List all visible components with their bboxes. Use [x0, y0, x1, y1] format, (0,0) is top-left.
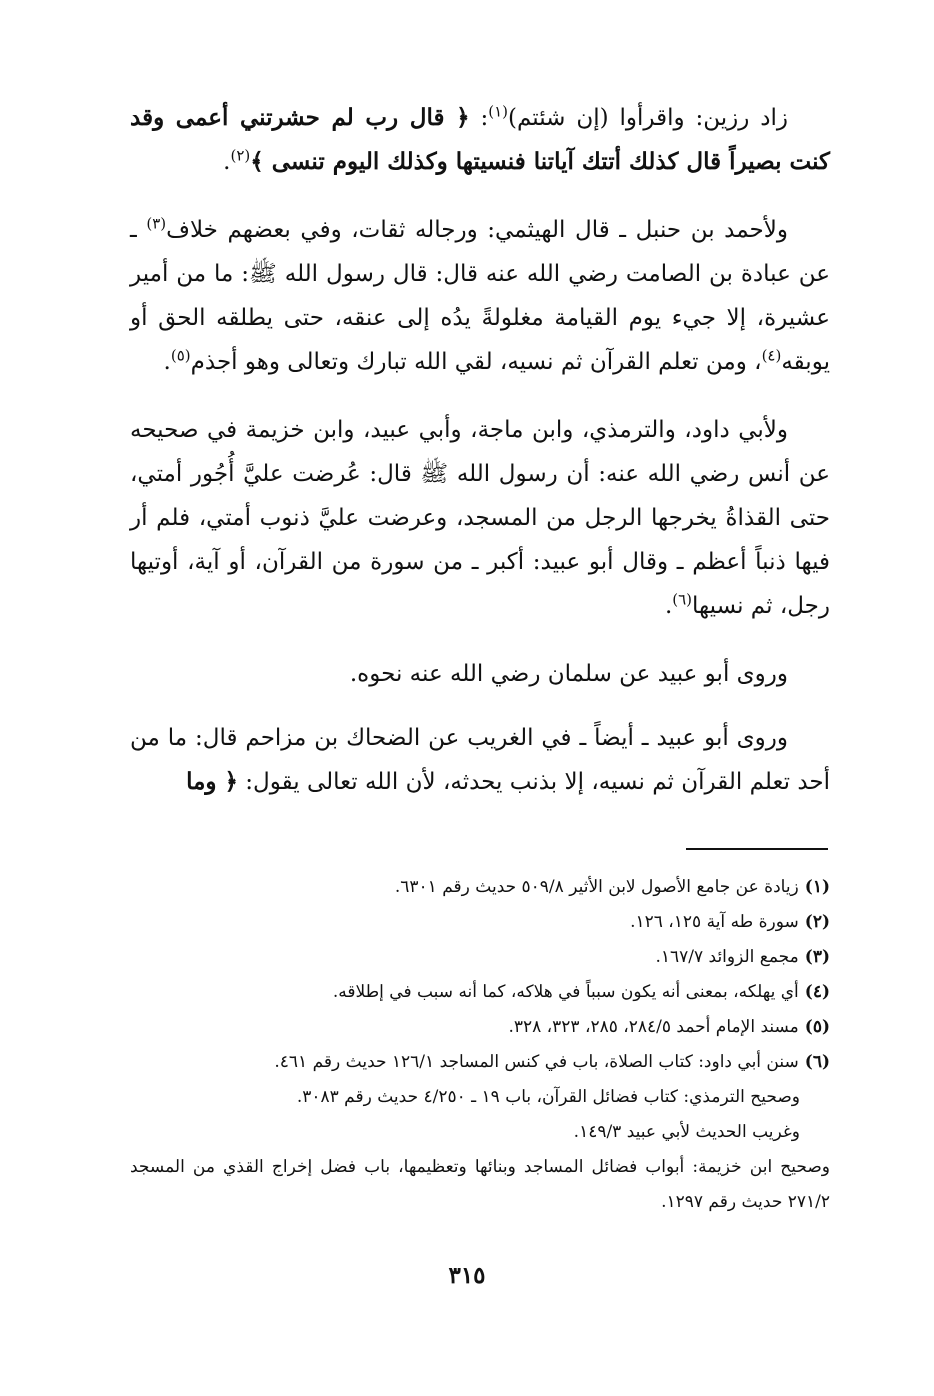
footnote-number: (٥)	[804, 1017, 830, 1037]
paragraph-5-text: وروى أبو عبيد ـ أيضاً ـ في الغريب عن الضحاك بن مزاحم قال: ما من أحد تعلم القرآن ثم نسيه، إلا بذنب يحدثه، لأن الله تعالى يقول:	[130, 725, 830, 795]
footnote-separator	[686, 848, 828, 850]
paragraph-3-end: .	[664, 593, 673, 619]
footnote-text: مجمع الزوائد ١٦٧/٧.	[655, 947, 799, 967]
footnote-2	[130, 905, 830, 940]
paragraph-1	[130, 96, 830, 184]
footnote-text: أي يهلكه، بمعنى أنه يكون سبباً في هلاكه، كما أنه سبب في إطلاقه.	[332, 982, 799, 1002]
footnote-ref-3[interactable]: (٣)	[146, 214, 167, 233]
paragraph-3-text: ولأبي داود، والترمذي، وابن ماجة، وأبي عبيد، وابن خزيمة في صحيحه عن أنس رضي الله عنه: أن رسول الله ﷺ قال: عُرضت عليَّ أُجُور أمتي، حتى القذاةُ يخرجها الرجل من المسجد، وعرضت عليَّ ذنوب أمتي، فلم أر فيها ذنباً أعظم ـ وقال أبو عبيد: أكبر ـ من سورة من القرآن، أو آية، أوتيها رجل، ثم نسيها	[130, 417, 830, 619]
footnote-number: (٦)	[804, 1052, 830, 1072]
footnote-5	[130, 1010, 830, 1045]
paragraph-4-text: وروى أبو عبيد عن سلمان رضي الله عنه نحوه.	[349, 661, 788, 687]
footnote-ref-1[interactable]: (١)	[488, 102, 508, 121]
footnote-6	[130, 1045, 830, 1080]
footnote-ref-6[interactable]: (٦)	[672, 590, 693, 609]
paragraph-2	[130, 208, 830, 384]
main-text	[130, 96, 830, 828]
paragraph-3	[130, 408, 830, 628]
paragraph-2-part-a: ولأحمد بن حنبل ـ قال الهيثمي: ورجاله ثقات، وفي بعضهم خلاف	[166, 217, 788, 243]
footnotes	[130, 870, 830, 1220]
footnote-1	[130, 870, 830, 905]
paragraph-2-part-c: ، ومن تعلم القرآن ثم نسيه، لقي الله تبارك وتعالى وهو أجذم	[190, 349, 762, 375]
footnote-text: سنن أبي داود: كتاب الصلاة، باب في كنس المساجد ١٢٦/١ حديث رقم ٤٦١.	[274, 1052, 799, 1072]
footnote-ref-4[interactable]: (٤)	[761, 346, 782, 365]
page-number: ٣١٥	[448, 1262, 486, 1289]
paragraph-5	[130, 716, 830, 804]
footnote-3	[130, 940, 830, 975]
footnote-6-continuation-2: وغريب الحديث لأبي عبيد ١٤٩/٣.	[573, 1122, 800, 1142]
footnote-ref-5[interactable]: (٥)	[170, 346, 191, 365]
paragraph-2-end: .	[163, 349, 171, 375]
footnote-number: (١)	[804, 877, 830, 897]
footnote-4	[130, 975, 830, 1010]
footnote-6-continuation-1: وصحيح الترمذي: كتاب فضائل القرآن، باب ١٩ ـ ٤/٢٥٠ حديث رقم ٣٠٨٣.	[296, 1087, 800, 1107]
footnote-6-continuation-3: وصحيح ابن خزيمة: أبواب فضائل المساجد وبنائها وتعظيمها، باب فضل إخراج القذي من المسجد ٢٧١/٢ حديث رقم ١٢٩٧.	[130, 1157, 830, 1212]
footnote-text: زيادة عن جامع الأصول لابن الأثير ٥٠٩/٨ حديث رقم ٦٣٠١.	[394, 877, 799, 897]
paragraph-2-part-b: ـ عن عبادة بن الصامت رضي الله عنه قال: قال رسول الله ﷺ: ما من أمير عشيرة، إلا جيء يوم القيامة مغلولةً يدُه إلى عنقه، حتى يطلقه الحق أو يوبقه	[130, 217, 830, 375]
quran-verse-1: ﴿ قال رب لم حشرتني أعمى وقد كنت بصيراً قال كذلك أتتك آياتنا فنسيتها وكذلك اليوم تنسى ﴾	[130, 104, 830, 175]
footnote-number: (٢)	[804, 912, 830, 932]
quran-verse-2-start: ﴿ وما	[186, 768, 238, 795]
paragraph-1-intro: زاد رزين: واقرأوا (إن شئتم)	[508, 105, 788, 131]
footnote-text: مسند الإمام أحمد ٢٨٤/٥، ٢٨٥، ٣٢٣، ٣٢٨.	[508, 1017, 799, 1037]
paragraph-1-end: .	[223, 149, 231, 175]
footnote-number: (٤)	[804, 982, 830, 1002]
footnote-text: سورة طه آية ١٢٥، ١٢٦.	[630, 912, 799, 932]
paragraph-1-colon: :	[469, 105, 489, 131]
footnote-number: (٣)	[804, 947, 830, 967]
footnote-ref-2[interactable]: (٢)	[230, 146, 251, 165]
paragraph-4	[130, 652, 830, 696]
